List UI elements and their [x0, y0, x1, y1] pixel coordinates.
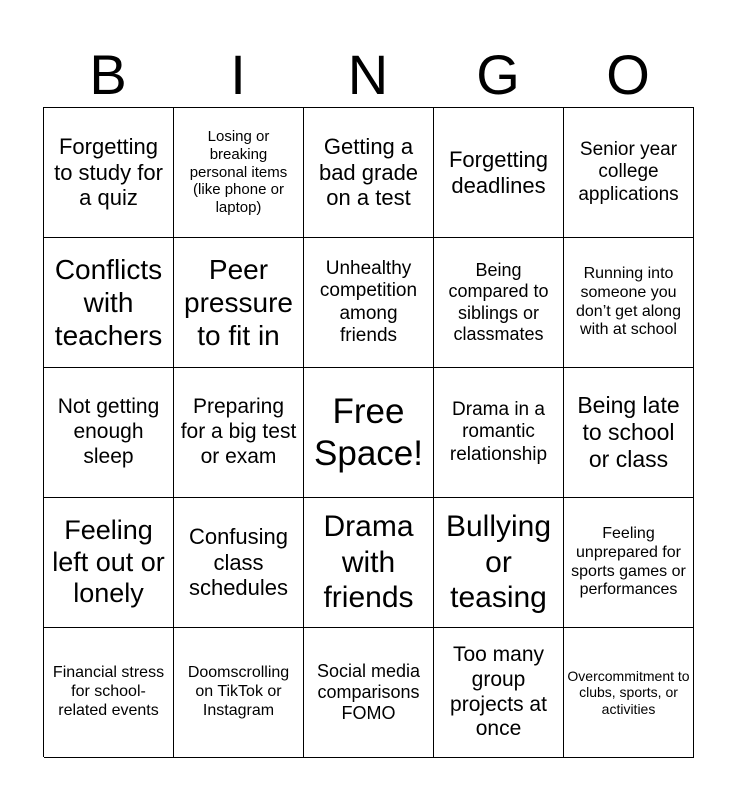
bingo-cell[interactable]: Unhealthy competition among friends	[304, 238, 434, 368]
bingo-cell[interactable]: Being compared to siblings or classmates	[434, 238, 564, 368]
bingo-cell[interactable]: Doomscrolling on TikTok or Instagram	[174, 628, 304, 758]
bingo-header	[43, 42, 693, 108]
bingo-cell[interactable]: Feeling left out or lonely	[44, 498, 174, 628]
bingo-cell[interactable]: Overcommitment to clubs, sports, or activities	[564, 628, 694, 758]
bingo-cell[interactable]: Being late to school or class	[564, 368, 694, 498]
bingo-cell[interactable]: Conflicts with teachers	[44, 238, 174, 368]
bingo-grid	[43, 107, 694, 757]
header-letter-g: G	[476, 43, 520, 106]
bingo-cell[interactable]: Losing or breaking personal items (like phone or laptop)	[174, 108, 304, 238]
bingo-cell[interactable]: Getting a bad grade on a test	[304, 108, 434, 238]
header-letter-o: O	[606, 43, 650, 106]
bingo-cell[interactable]: Confusing class schedules	[174, 498, 304, 628]
header-letter-b: B	[89, 43, 127, 106]
bingo-cell[interactable]: Drama in a romantic relationship	[434, 368, 564, 498]
bingo-cell[interactable]: Feeling unprepared for sports games or performances	[564, 498, 694, 628]
bingo-cell[interactable]: Social media comparisons FOMO	[304, 628, 434, 758]
bingo-cell[interactable]: Too many group projects at once	[434, 628, 564, 758]
bingo-cell[interactable]: Forgetting to study for a quiz	[44, 108, 174, 238]
header-letter-i: I	[230, 43, 246, 106]
bingo-cell[interactable]: Forgetting deadlines	[434, 108, 564, 238]
bingo-cell[interactable]: Not getting enough sleep	[44, 368, 174, 498]
bingo-cell[interactable]: Preparing for a big test or exam	[174, 368, 304, 498]
bingo-cell[interactable]: Senior year college applications	[564, 108, 694, 238]
bingo-cell[interactable]: Drama with friends	[304, 498, 434, 628]
bingo-cell[interactable]: Peer pressure to fit in	[174, 238, 304, 368]
bingo-cell[interactable]: Financial stress for school-related events	[44, 628, 174, 758]
bingo-cell[interactable]: Running into someone you don’t get along with at school	[564, 238, 694, 368]
header-letter-n: N	[347, 43, 389, 106]
free-space-cell[interactable]: Free Space!	[304, 368, 434, 498]
bingo-cell[interactable]: Bullying or teasing	[434, 498, 564, 628]
